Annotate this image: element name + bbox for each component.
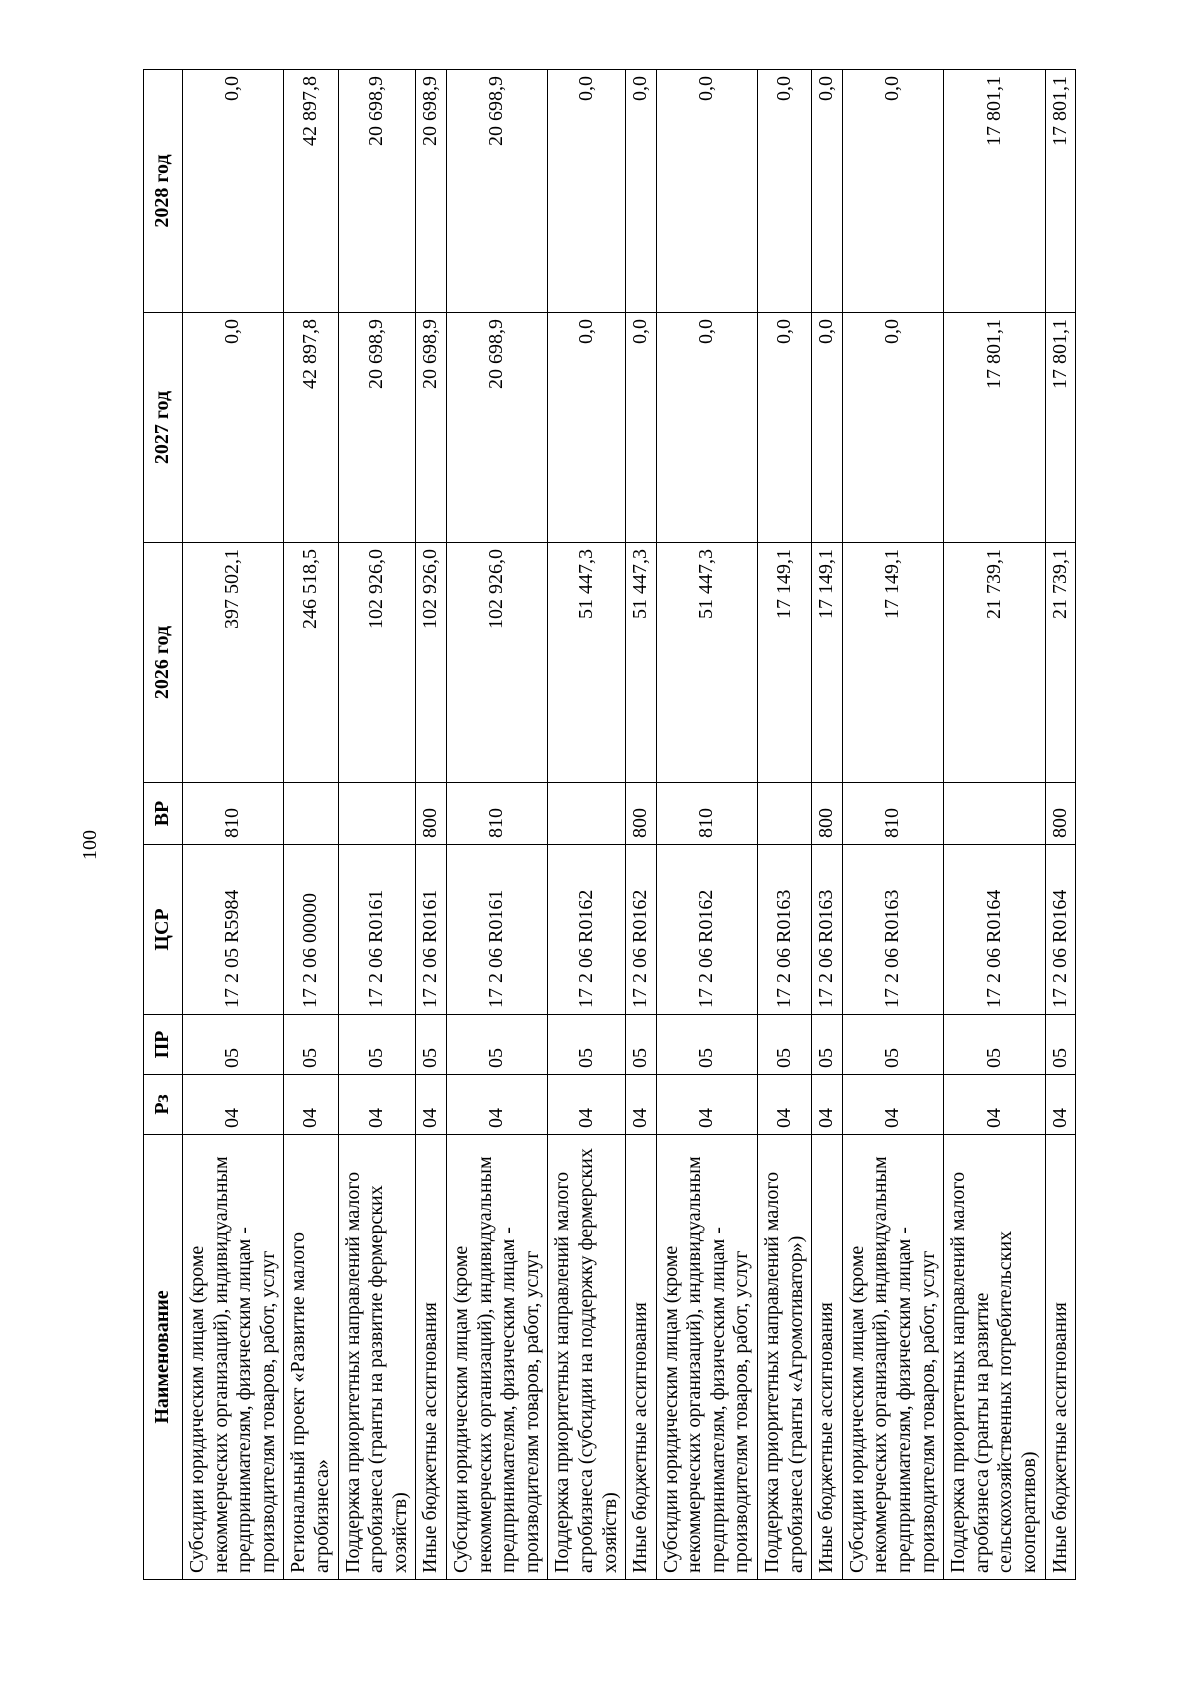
- cell-pr: 05: [284, 1015, 338, 1075]
- cell-2027: 0,0: [548, 313, 626, 543]
- cell-csr: 17 2 06 R0163: [812, 845, 843, 1015]
- cell-rz: 04: [416, 1075, 447, 1135]
- cell-2027: 20 698,9: [446, 313, 547, 543]
- cell-2028: 20 698,9: [338, 70, 416, 313]
- cell-rz: 04: [548, 1075, 626, 1135]
- cell-csr: 17 2 06 R0162: [548, 845, 626, 1015]
- cell-vr: [944, 783, 1045, 845]
- cell-2028: 0,0: [842, 70, 943, 313]
- header-csr: ЦСР: [144, 845, 183, 1015]
- cell-2027: 0,0: [656, 313, 757, 543]
- cell-csr: 17 2 06 R0161: [338, 845, 416, 1015]
- cell-2027: 0,0: [183, 313, 284, 543]
- page-number: 100: [79, 830, 101, 860]
- cell-2027: 17 801,1: [1045, 313, 1076, 543]
- cell-2028: 0,0: [626, 70, 657, 313]
- cell-rz: 04: [626, 1075, 657, 1135]
- cell-name: Субсидии юридическим лицам (кроме некоммерческих организаций), индивидуальным предпринимателям, физическим лицам - производителям товаров, работ, услуг: [446, 1135, 547, 1580]
- cell-2026: 17 149,1: [812, 543, 843, 783]
- cell-2026: 17 149,1: [758, 543, 812, 783]
- table-row: [446, 70, 547, 1580]
- cell-rz: 04: [1045, 1075, 1076, 1135]
- cell-2026: 102 926,0: [446, 543, 547, 783]
- cell-2026: 51 447,3: [626, 543, 657, 783]
- cell-csr: 17 2 06 R0162: [656, 845, 757, 1015]
- cell-2027: 20 698,9: [338, 313, 416, 543]
- cell-pr: 05: [1045, 1015, 1076, 1075]
- cell-rz: 04: [446, 1075, 547, 1135]
- cell-2027: 20 698,9: [416, 313, 447, 543]
- cell-pr: 05: [758, 1015, 812, 1075]
- table-row: [416, 70, 447, 1580]
- cell-csr: 17 2 06 R0162: [626, 845, 657, 1015]
- cell-pr: 05: [416, 1015, 447, 1075]
- cell-2027: 0,0: [842, 313, 943, 543]
- cell-name: Иные бюджетные ассигнования: [1045, 1135, 1076, 1580]
- cell-name: Поддержка приоритетных направлений малого агробизнеса (гранты «Агромотиватор»): [758, 1135, 812, 1580]
- cell-vr: 800: [626, 783, 657, 845]
- cell-pr: 05: [842, 1015, 943, 1075]
- cell-2027: 0,0: [758, 313, 812, 543]
- table-row: [338, 70, 416, 1580]
- header-vr: ВР: [144, 783, 183, 845]
- cell-2028: 0,0: [758, 70, 812, 313]
- cell-pr: 05: [446, 1015, 547, 1075]
- cell-csr: 17 2 06 R0161: [446, 845, 547, 1015]
- cell-name: Субсидии юридическим лицам (кроме некоммерческих организаций), индивидуальным предпринимателям, физическим лицам - производителям товаров, работ, услуг: [656, 1135, 757, 1580]
- cell-rz: 04: [758, 1075, 812, 1135]
- table-row: [284, 70, 338, 1580]
- cell-vr: 800: [1045, 783, 1076, 845]
- cell-name: Поддержка приоритетных направлений малого агробизнеса (субсидии на поддержку фермерских хозяйств): [548, 1135, 626, 1580]
- cell-2026: 51 447,3: [548, 543, 626, 783]
- cell-pr: 05: [656, 1015, 757, 1075]
- cell-pr: 05: [812, 1015, 843, 1075]
- cell-2028: 42 897,8: [284, 70, 338, 313]
- cell-vr: [758, 783, 812, 845]
- table-row: [758, 70, 812, 1580]
- cell-2028: 0,0: [656, 70, 757, 313]
- header-row: [144, 70, 183, 1580]
- cell-rz: 04: [183, 1075, 284, 1135]
- cell-2028: 0,0: [183, 70, 284, 313]
- cell-pr: 05: [944, 1015, 1045, 1075]
- cell-csr: 17 2 06 R0161: [416, 845, 447, 1015]
- cell-rz: 04: [812, 1075, 843, 1135]
- header-rz: Рз: [144, 1075, 183, 1135]
- table-row: [626, 70, 657, 1580]
- cell-2028: 20 698,9: [446, 70, 547, 313]
- cell-pr: 05: [626, 1015, 657, 1075]
- table-row: [842, 70, 943, 1580]
- cell-2026: 102 926,0: [338, 543, 416, 783]
- cell-2027: 0,0: [626, 313, 657, 543]
- table-body: [183, 70, 1076, 1580]
- table-row: [548, 70, 626, 1580]
- cell-2026: 397 502,1: [183, 543, 284, 783]
- header-2026: 2026 год: [144, 543, 183, 783]
- cell-2028: 20 698,9: [416, 70, 447, 313]
- header-2028: 2028 год: [144, 70, 183, 313]
- cell-rz: 04: [842, 1075, 943, 1135]
- cell-vr: 810: [842, 783, 943, 845]
- cell-pr: 05: [548, 1015, 626, 1075]
- budget-table: [143, 69, 1076, 1580]
- cell-name: Поддержка приоритетных направлений малого агробизнеса (гранты на развитие сельскохозяйственных потребительских кооперативов): [944, 1135, 1045, 1580]
- cell-vr: [284, 783, 338, 845]
- cell-2026: 17 149,1: [842, 543, 943, 783]
- table-row: [656, 70, 757, 1580]
- cell-csr: 17 2 06 00000: [284, 845, 338, 1015]
- cell-pr: 05: [183, 1015, 284, 1075]
- cell-rz: 04: [284, 1075, 338, 1135]
- cell-name: Иные бюджетные ассигнования: [812, 1135, 843, 1580]
- cell-2026: 21 739,1: [944, 543, 1045, 783]
- cell-name: Субсидии юридическим лицам (кроме некоммерческих организаций), индивидуальным предпринимателям, физическим лицам - производителям товаров, работ, услуг: [183, 1135, 284, 1580]
- cell-2026: 246 518,5: [284, 543, 338, 783]
- cell-vr: 810: [446, 783, 547, 845]
- cell-name: Иные бюджетные ассигнования: [626, 1135, 657, 1580]
- cell-2028: 0,0: [812, 70, 843, 313]
- cell-pr: 05: [338, 1015, 416, 1075]
- cell-2027: 42 897,8: [284, 313, 338, 543]
- cell-name: Поддержка приоритетных направлений малого агробизнеса (гранты на развитие фермерских хозяйств): [338, 1135, 416, 1580]
- header-pr: ПР: [144, 1015, 183, 1075]
- cell-vr: 800: [812, 783, 843, 845]
- table-row: [183, 70, 284, 1580]
- cell-2026: 21 739,1: [1045, 543, 1076, 783]
- cell-2027: 0,0: [812, 313, 843, 543]
- cell-csr: 17 2 06 R0164: [944, 845, 1045, 1015]
- cell-name: Региональный проект «Развитие малого агробизнеса»: [284, 1135, 338, 1580]
- cell-vr: 800: [416, 783, 447, 845]
- cell-rz: 04: [656, 1075, 757, 1135]
- cell-2026: 51 447,3: [656, 543, 757, 783]
- cell-vr: [338, 783, 416, 845]
- cell-2028: 17 801,1: [1045, 70, 1076, 313]
- cell-2027: 17 801,1: [944, 313, 1045, 543]
- header-name: Наименование: [144, 1135, 183, 1580]
- cell-name: Субсидии юридическим лицам (кроме некоммерческих организаций), индивидуальным предпринимателям, физическим лицам - производителям товаров, работ, услуг: [842, 1135, 943, 1580]
- cell-csr: 17 2 06 R0164: [1045, 845, 1076, 1015]
- cell-csr: 17 2 06 R0163: [842, 845, 943, 1015]
- cell-vr: [548, 783, 626, 845]
- table-row: [812, 70, 843, 1580]
- cell-vr: 810: [183, 783, 284, 845]
- table-header: [144, 70, 183, 1580]
- table-row: [1045, 70, 1076, 1580]
- budget-table-container: [143, 70, 1071, 1580]
- cell-csr: 17 2 05 R5984: [183, 845, 284, 1015]
- header-2027: 2027 год: [144, 313, 183, 543]
- cell-rz: 04: [944, 1075, 1045, 1135]
- cell-csr: 17 2 06 R0163: [758, 845, 812, 1015]
- cell-name: Иные бюджетные ассигнования: [416, 1135, 447, 1580]
- cell-2026: 102 926,0: [416, 543, 447, 783]
- cell-vr: 810: [656, 783, 757, 845]
- cell-2028: 0,0: [548, 70, 626, 313]
- table-row: [944, 70, 1045, 1580]
- cell-rz: 04: [338, 1075, 416, 1135]
- cell-2028: 17 801,1: [944, 70, 1045, 313]
